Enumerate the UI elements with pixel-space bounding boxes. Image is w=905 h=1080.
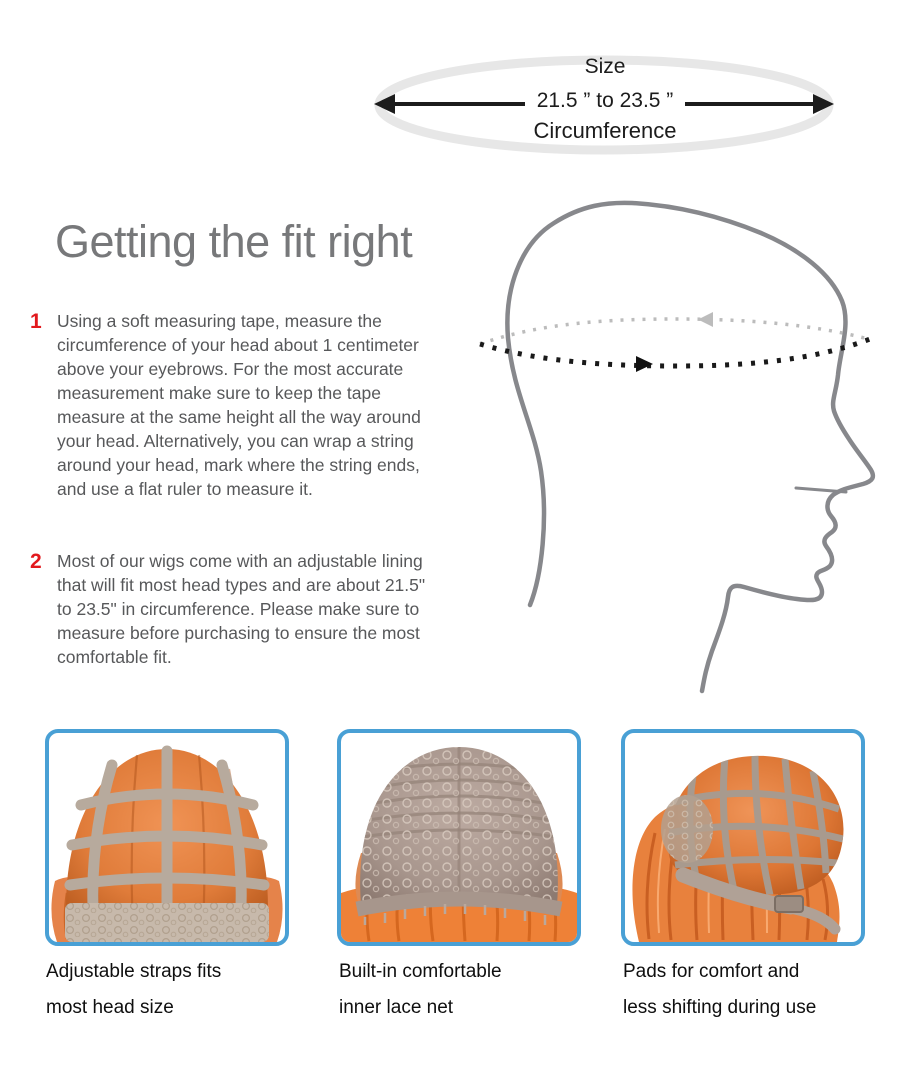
head-profile-figure bbox=[460, 180, 905, 700]
size-label: Size bbox=[584, 55, 626, 78]
wig-cap-back-straps-photo bbox=[49, 733, 285, 942]
size-diagram bbox=[370, 48, 840, 166]
caption-line: Adjustable straps fits bbox=[46, 961, 222, 982]
measure-line-front bbox=[480, 339, 870, 366]
measure-arrow-right bbox=[636, 356, 653, 372]
step-2-number: 2 bbox=[30, 550, 42, 573]
circumference-label: Circumference bbox=[533, 118, 677, 143]
nostril-line bbox=[796, 488, 846, 492]
caption-line: Pads for comfort and bbox=[623, 961, 800, 982]
caption-line: inner lace net bbox=[339, 997, 454, 1018]
wig-cap-lace-net-photo bbox=[341, 733, 577, 942]
feature-card-pads bbox=[621, 729, 865, 946]
caption-line: less shifting during use bbox=[623, 997, 817, 1018]
caption-line: Built-in comfortable bbox=[339, 961, 502, 982]
size-range bbox=[370, 89, 840, 113]
head-outline bbox=[507, 203, 873, 691]
head-profile-illustration bbox=[460, 180, 905, 700]
measure-line-back bbox=[480, 319, 868, 344]
size-range-value: 21.5 ” to 23.5 ” bbox=[525, 89, 686, 112]
feature-caption-straps bbox=[46, 954, 326, 1026]
caption-line: most head size bbox=[46, 997, 174, 1018]
step-1 bbox=[30, 309, 450, 501]
step-1-number: 1 bbox=[30, 310, 42, 333]
feature-card-adjustable-straps bbox=[45, 729, 289, 946]
measure-arrow-left bbox=[698, 312, 713, 327]
step-2 bbox=[30, 549, 450, 669]
step-2-text: Most of our wigs come with an adjustable lining that will fit most head types and are about 21.5" to 23.5" in circumference. Please make sure to measure before purchasing to ensure the most comfortable fit. bbox=[57, 551, 426, 667]
step-1-text: Using a soft measuring tape, measure the circumference of your head about 1 centimeter above your eyebrows. For the most accurate measurement make sure to keep the tape measure at the same height all the way around your head. Alternatively, you can wrap a string around your head, mark where the string ends, and use a flat ruler to measure it. bbox=[57, 311, 421, 499]
feature-caption-pads bbox=[623, 954, 903, 1026]
wig-cap-side-pads-photo bbox=[625, 733, 861, 942]
page-title: Getting the fit right bbox=[55, 216, 413, 267]
feature-caption-lace-net bbox=[339, 954, 619, 1026]
feature-card-lace-net bbox=[337, 729, 581, 946]
